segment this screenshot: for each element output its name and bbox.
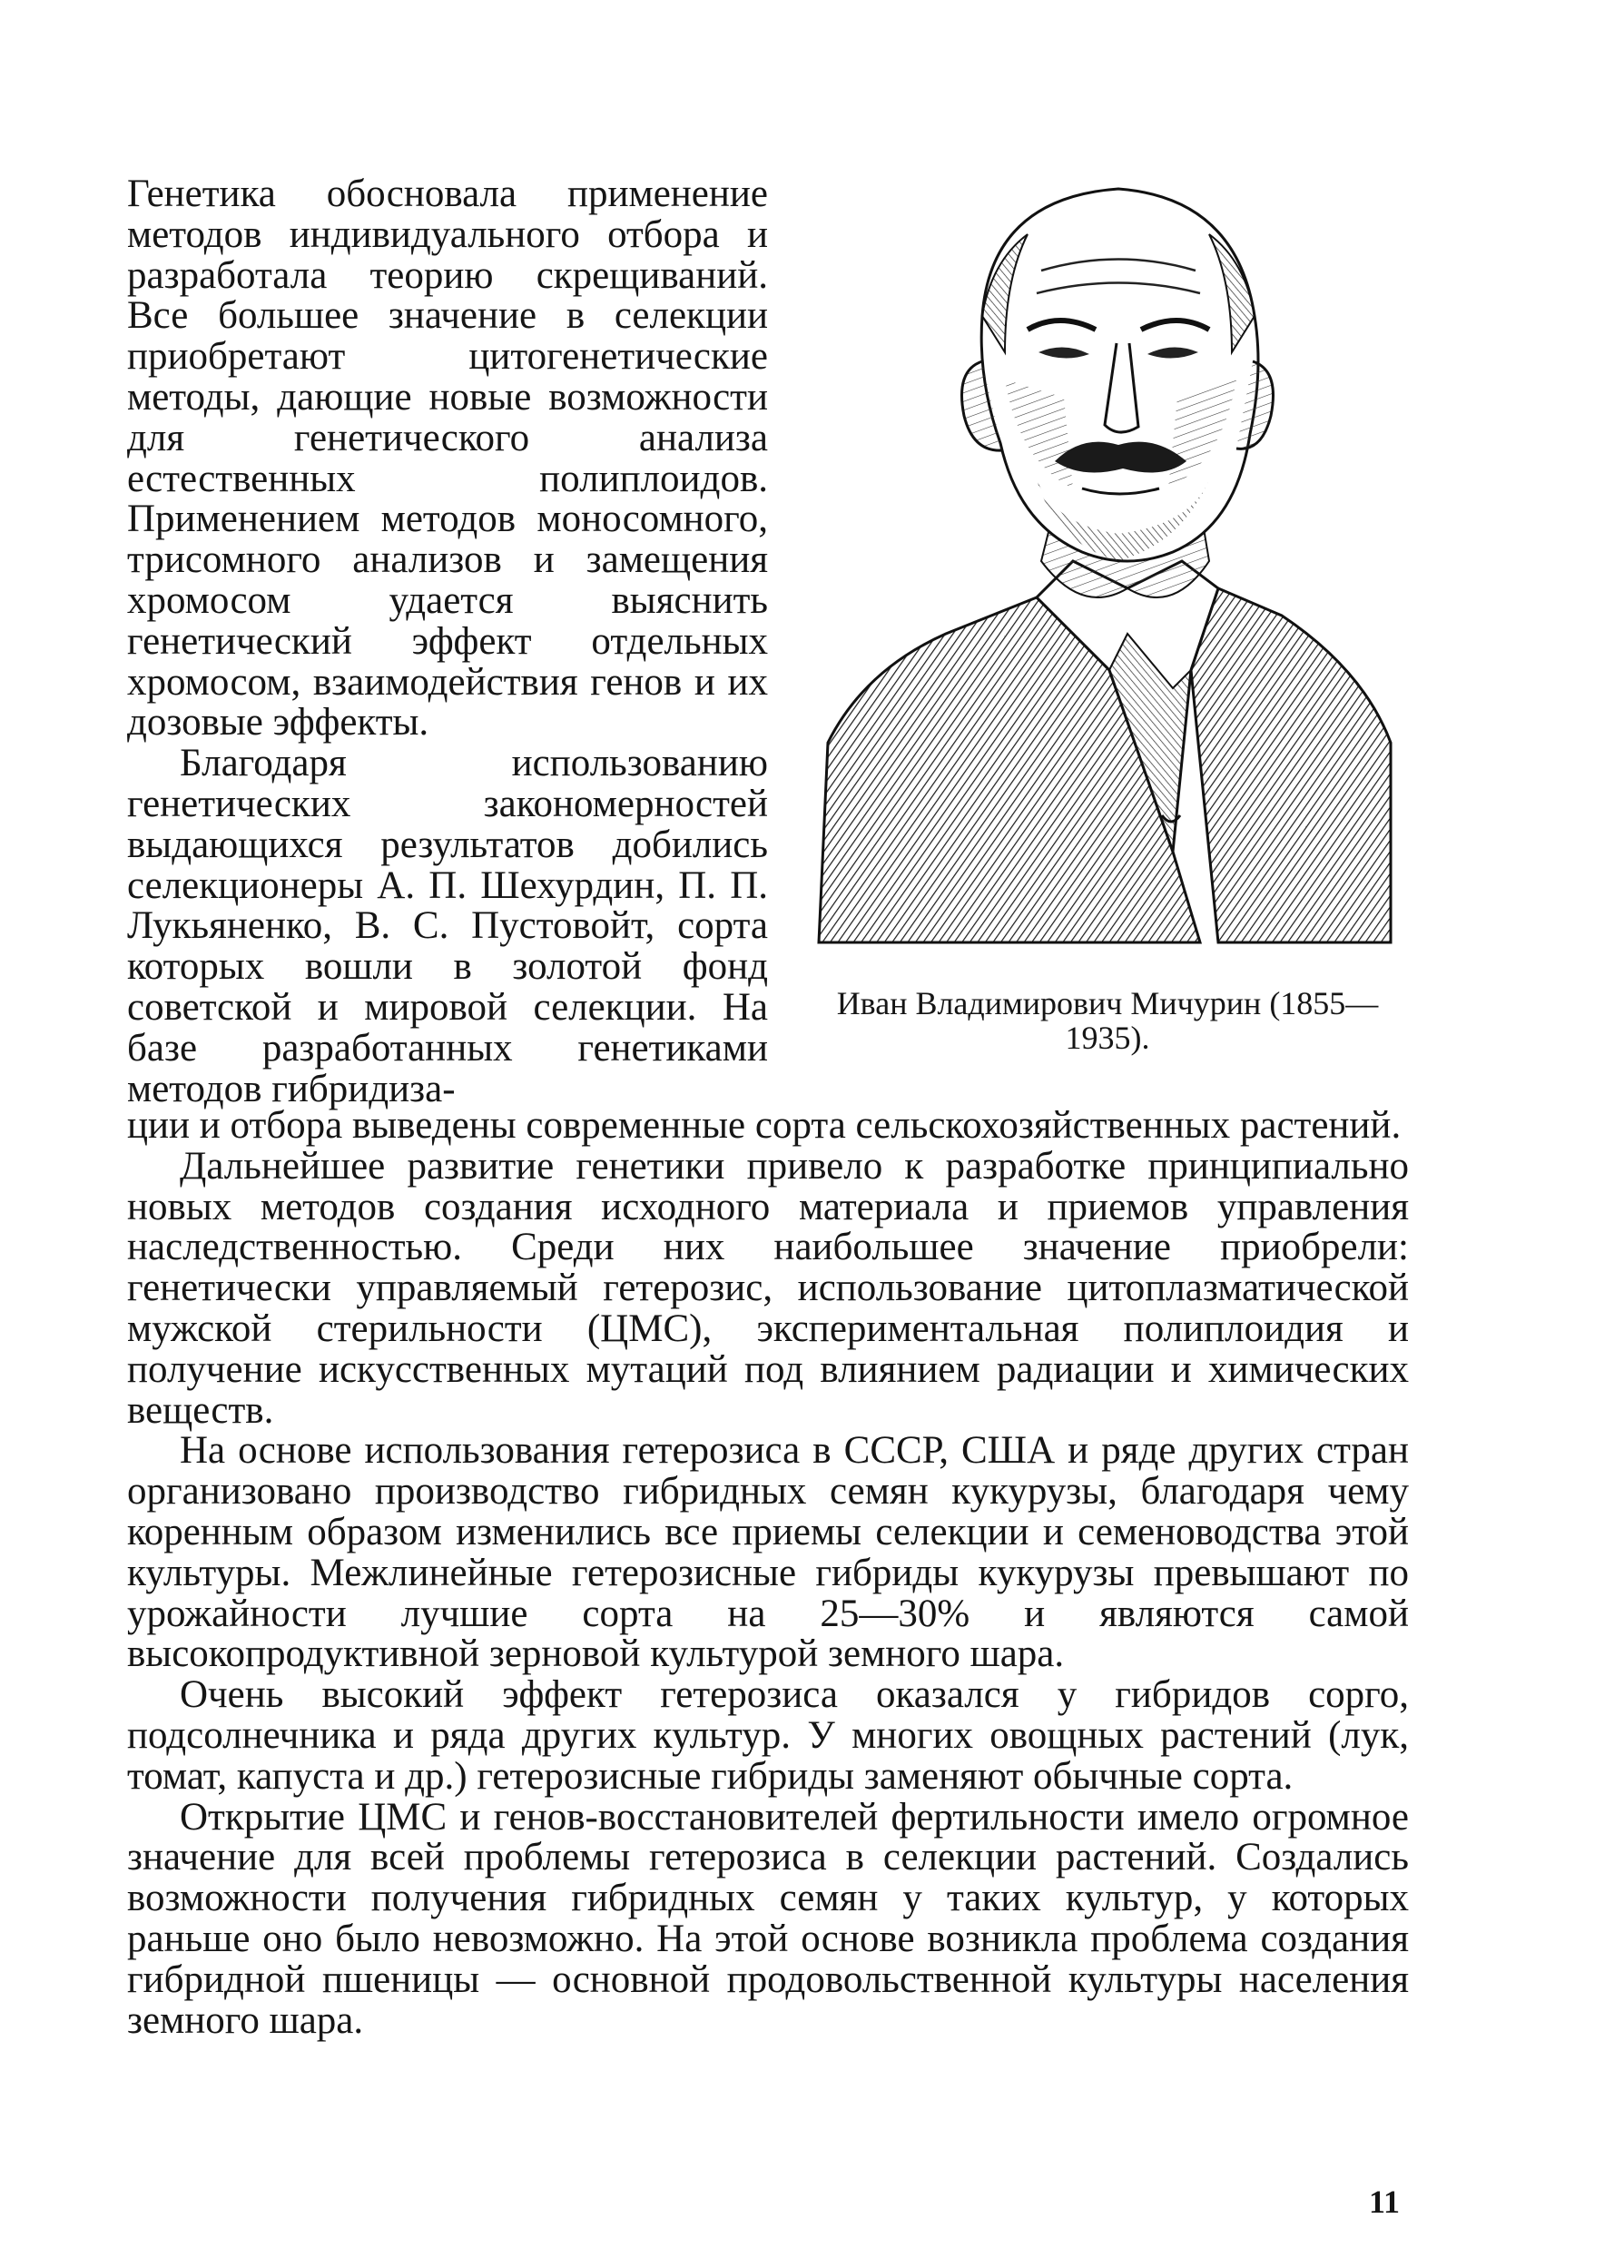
portrait-figure (799, 162, 1416, 1055)
caption-line-1: Иван Владимирович Мичурин (1855— (836, 985, 1379, 1021)
paragraph-cms-wheat: Открытие ЦМС и генов-восстановителей фертильности имело огромное значение для всей проблемы гетерозиса в селекции растений. Создались возможности получения гибридных семян у таких культур, у которых раньше оно было невозможно. На этой основе возникла проблема создания гибридной пшеницы — основной продовольственной культуры населения земного шара. (127, 1795, 1409, 2042)
portrait-illustration (810, 162, 1405, 961)
caption-line-2: 1935). (1065, 1020, 1150, 1056)
paragraph-heterosis-corn: На основе использования гетерозиса в СССР, США и ряде других стран организовано производство гибридных семян кукурузы, благодаря чему коренным образом изменились все приемы селекции и семеноводства этой культуры. Межлинейные гетерозисные гибриды кукурузы превышают по урожайности лучшие сорта на 25—30% и являются самой высокопродуктивной зерновой культурой земного шара. (127, 1429, 1409, 1676)
portrait-caption (799, 986, 1416, 1055)
paragraph-genetics-selection: Генетика обосновала применение методов индивидуального отбора и разработала теорию скрещиваний. Все большее значение в селекции приобретают цитогенетические методы, дающие новые возможности для генетического анализа естественных полиплоидов. Применением методов моносомного, трисомного анализов и замещения хромосом удается выяснить генетический эффект отдельных хромосом, взаимодействия генов и их дозовые эффекты. (127, 173, 768, 744)
page-number: 11 (1369, 2184, 1401, 2220)
left-column-text (127, 174, 768, 1109)
paragraph-new-methods: Дальнейшее развитие генетики привело к разработке принципиально новых методов создания исходного материала и приемов управления наследственностью. Среди них наибольшее значение приобрели: генетически управляемый гетерозис, использование цитоплазматической мужской стерильности (ЦМС), экспериментальная полиплоидия и получение искусственных мутаций под влиянием радиации и химических веществ. (127, 1144, 1409, 1432)
paragraph-heterosis-other: Очень высокий эффект гетерозиса оказался у гибридов сорго, подсолнечника и ряда других культур. У многих овощных растений (лук, томат, капуста и др.) гетерозисные гибриды заменяют обычные сорта. (127, 1673, 1409, 1798)
full-width-text (127, 1106, 1409, 2041)
paragraph-breeders: Благодаря использованию генетических закономерностей выдающихся результатов добились селекционеры А. П. Шехурдин, П. П. Лукьяненко, В. С. Пустовойт, сорта которых вошли в золотой фонд советской и мировой селекции. На базе разработанных генетиками методов гибридиза- (127, 742, 768, 1110)
paragraph-continuation: ции и отбора выведены современные сорта сельскохозяйственных растений. (127, 1104, 1402, 1147)
